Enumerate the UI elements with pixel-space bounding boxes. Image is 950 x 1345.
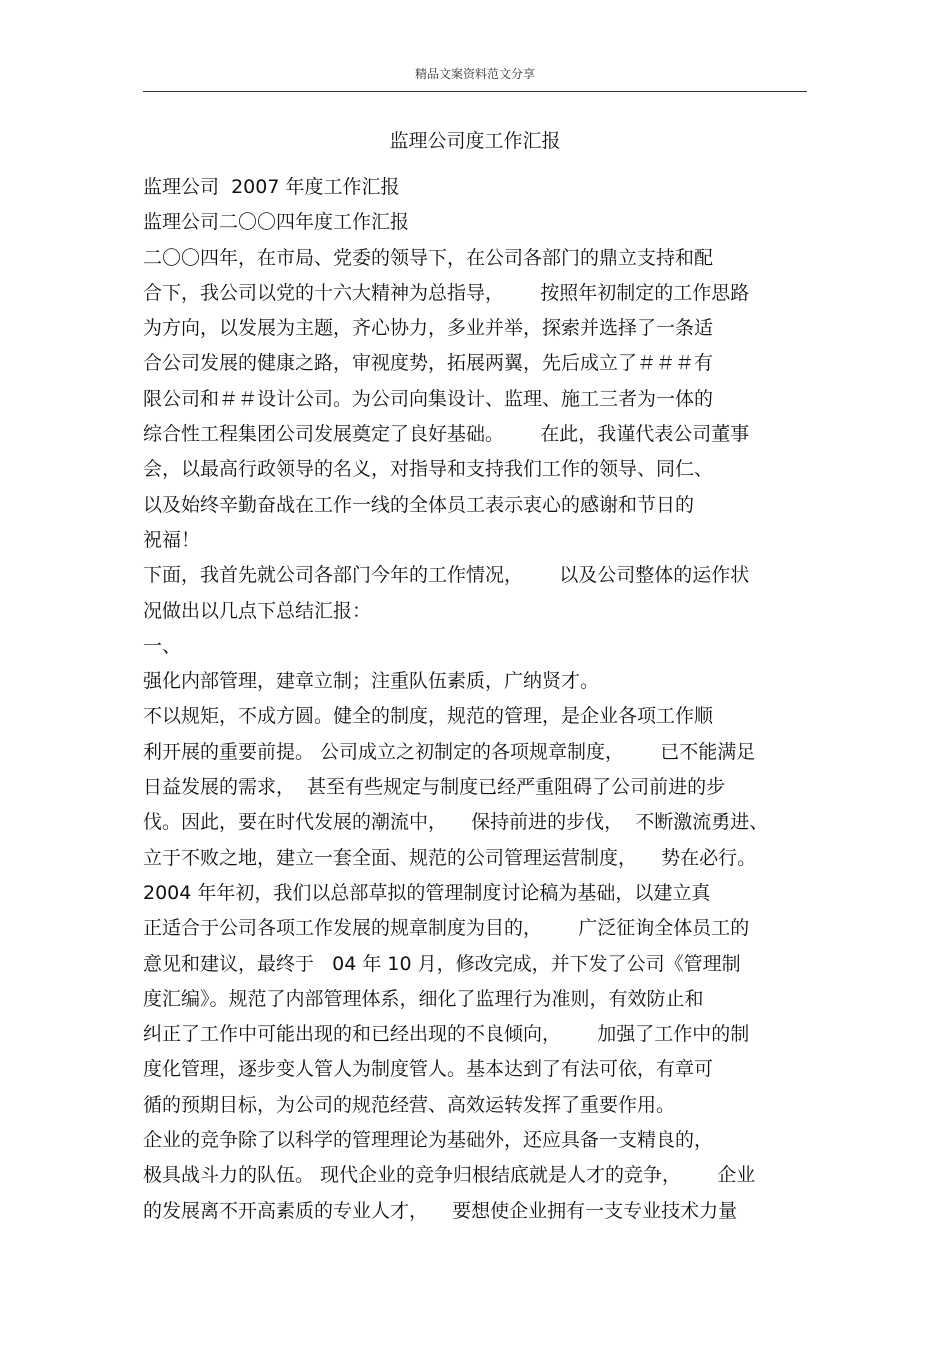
body-line: 的发展离不开高素质的专业人才， 要想使企业拥有一支专业技术力量 (143, 1199, 738, 1222)
body-line: 况做出以几点下总结汇报： (143, 599, 372, 622)
body-line: 不以规矩，不成方圆。健全的制度，规范的管理，是企业各项工作顺 (143, 705, 714, 728)
body-line: 度汇编》。规范了内部管理体系，细化了监理行为准则，有效防止和 (143, 987, 704, 1010)
body-line: 极具战斗力的队伍。 现代企业的竞争归根结底就是人才的竞争， 企业 (143, 1164, 756, 1187)
header-divider (143, 91, 807, 92)
page-header-text: 精品文案资料范文分享 (414, 67, 535, 81)
document-title: 监理公司度工作汇报 (389, 130, 561, 152)
body-line: 循的预期目标，为公司的规范经营、高效运转发挥了重要作用。 (143, 1093, 676, 1116)
body-line: 合公司发展的健康之路，审视度势，拓展两翼，先后成立了＃＃＃有 (143, 352, 714, 375)
body-line: 下面，我首先就公司各部门今年的工作情况， 以及公司整体的运作状 (143, 564, 750, 587)
body-line: 监理公司 2007 年度工作汇报 (143, 176, 400, 198)
body-line: 伐。因此，要在时代发展的潮流中， 保持前进的步伐， 不断激流勇进、 (143, 811, 769, 834)
body-line: 度化管理，逐步变人管人为制度管人。基本达到了有法可依，有章可 (143, 1058, 714, 1081)
document-body (143, 170, 807, 1229)
body-line: 祝福！ (143, 528, 201, 551)
body-line: 利开展的重要前提。 公司成立之初制定的各项规章制度， 已不能满足 (143, 740, 756, 763)
body-line: 限公司和＃＃设计公司。为公司向集设计、监理、施工三者为一体的 (143, 387, 714, 410)
body-line: 立于不败之地，建立一套全面、规范的公司管理运营制度， 势在必行。 (143, 846, 757, 869)
body-line: 正适合于公司各项工作发展的规章制度为目的， 广泛征询全体员工的 (143, 917, 750, 940)
body-line: 2004 年年初，我们以总部草拟的管理制度讨论稿为基础，以建立真 (143, 881, 711, 904)
body-line: 合下，我公司以党的十六大精神为总指导， 按照年初制定的工作思路 (143, 281, 750, 304)
body-line: 意见和建议，最终于 04 年 10 月，修改完成，并下发了公司《管理制 (143, 952, 741, 975)
body-line: 以及始终辛勤奋战在工作一线的全体员工表示衷心的感谢和节日的 (143, 493, 695, 516)
body-line: 会，以最高行政领导的名义，对指导和支持我们工作的领导、同仁、 (143, 458, 714, 481)
body-line: 一、 (143, 634, 182, 657)
body-line: 二〇〇四年，在市局、党委的领导下，在公司各部门的鼎立支持和配 (143, 246, 714, 269)
body-line: 为方向，以发展为主题，齐心协力，多业并举，探索并选择了一条适 (143, 317, 714, 340)
body-line: 纠正了工作中可能出现的和已经出现的不良倾向， 加强了工作中的制 (143, 1023, 750, 1046)
body-line: 企业的竞争除了以科学的管理理论为基础外，还应具备一支精良的， (143, 1129, 714, 1152)
body-line: 综合性工程集团公司发展奠定了良好基础。 在此，我谨代表公司董事 (143, 423, 750, 446)
body-line: 强化内部管理，建章立制；注重队伍素质，广纳贤才。 (143, 670, 600, 693)
body-line: 日益发展的需求， 甚至有些规定与制度已经严重阻碍了公司前进的步 (143, 776, 726, 799)
body-line: 监理公司二〇〇四年度工作汇报 (143, 211, 410, 234)
